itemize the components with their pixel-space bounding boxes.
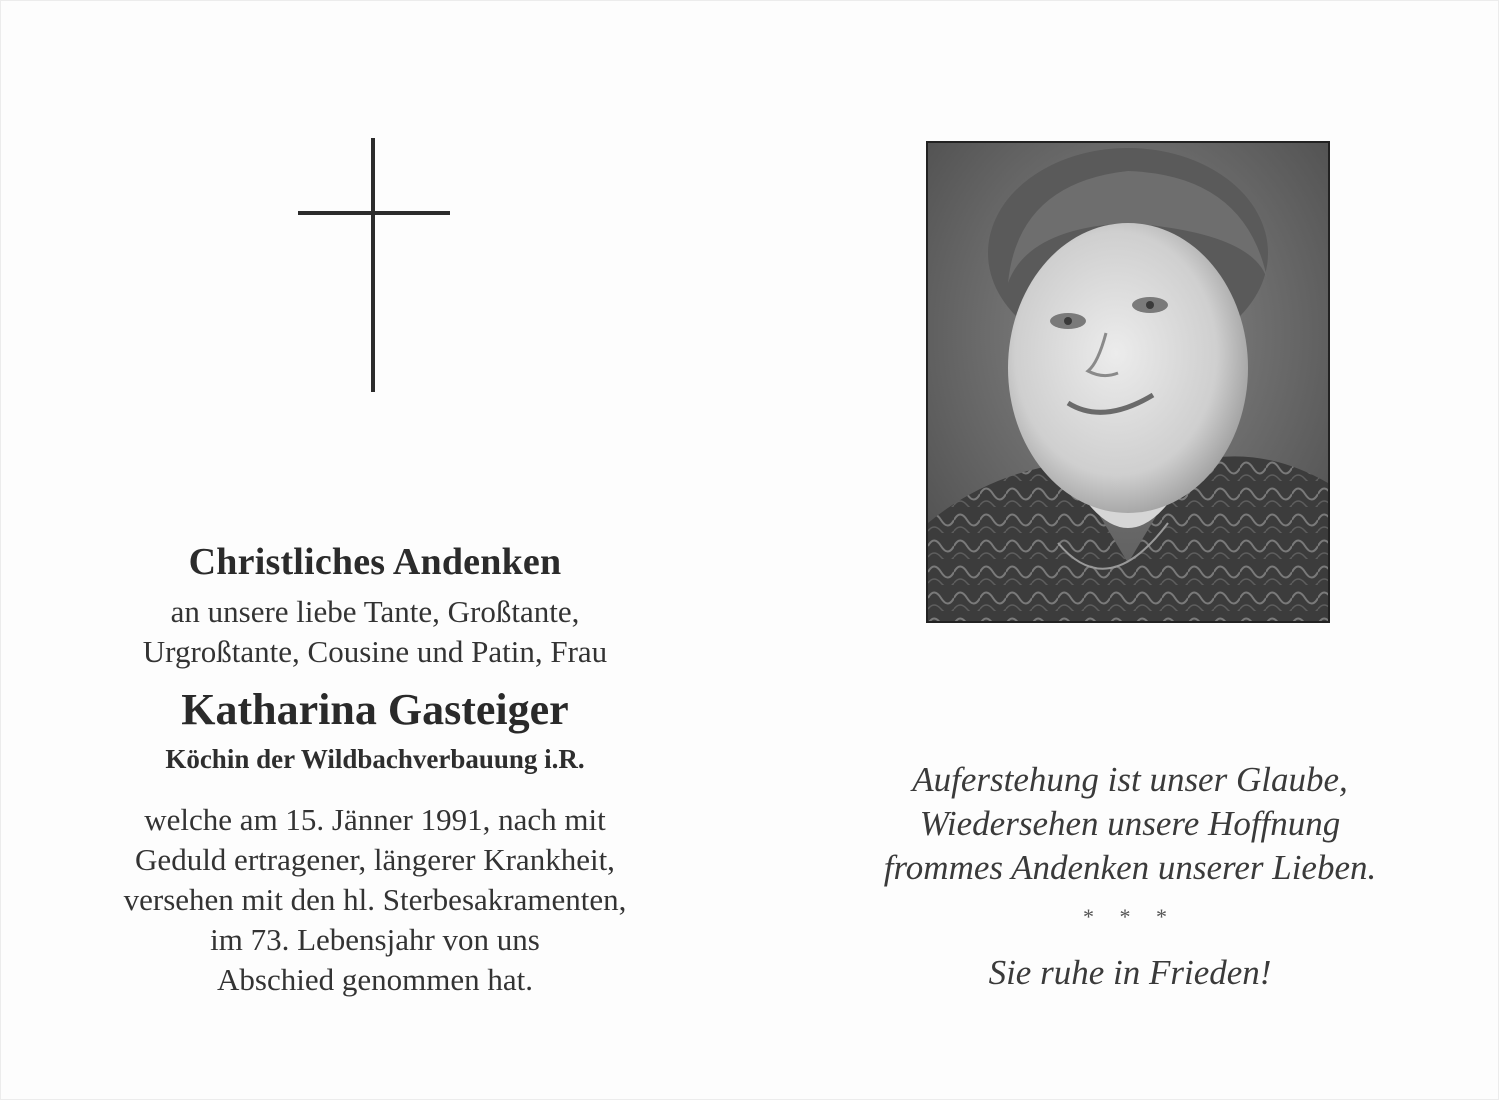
obituary-line: welche am 15. Jänner 1991, nach mit (144, 802, 606, 837)
asterisk-separator: * * * (1083, 904, 1177, 929)
relationship-intro (60, 592, 690, 672)
portrait-illustration (928, 143, 1328, 621)
deceased-name: Katharina Gasteiger (181, 685, 569, 734)
memorial-heading: Christliches Andenken (188, 541, 562, 583)
cross-vertical-bar (371, 138, 375, 392)
cross-icon (298, 138, 450, 392)
rest-in-peace-text: Sie ruhe in Frieden! (988, 953, 1272, 992)
intro-line: an unsere liebe Tante, Großtante, (170, 594, 580, 629)
obituary-line: versehen mit den hl. Sterbesakramenten, (123, 882, 627, 917)
bible-verse (830, 758, 1430, 890)
portrait-photo (926, 141, 1330, 623)
verse-line: frommes Andenken unserer Lieben. (883, 848, 1377, 887)
obituary-line: im 73. Lebensjahr von uns (210, 922, 540, 957)
verse-line: Auferstehung ist unser Glaube, (912, 760, 1348, 799)
intro-line: Urgroßtante, Cousine und Patin, Frau (142, 634, 608, 669)
obituary-text (60, 800, 690, 1000)
obituary-line: Abschied genommen hat. (217, 962, 533, 997)
deceased-occupation: Köchin der Wildbachverbauung i.R. (165, 744, 585, 774)
verse-line: Wiedersehen unsere Hoffnung (919, 804, 1341, 843)
obituary-line: Geduld ertragener, längerer Krankheit, (135, 842, 615, 877)
cross-horizontal-bar (298, 211, 450, 215)
